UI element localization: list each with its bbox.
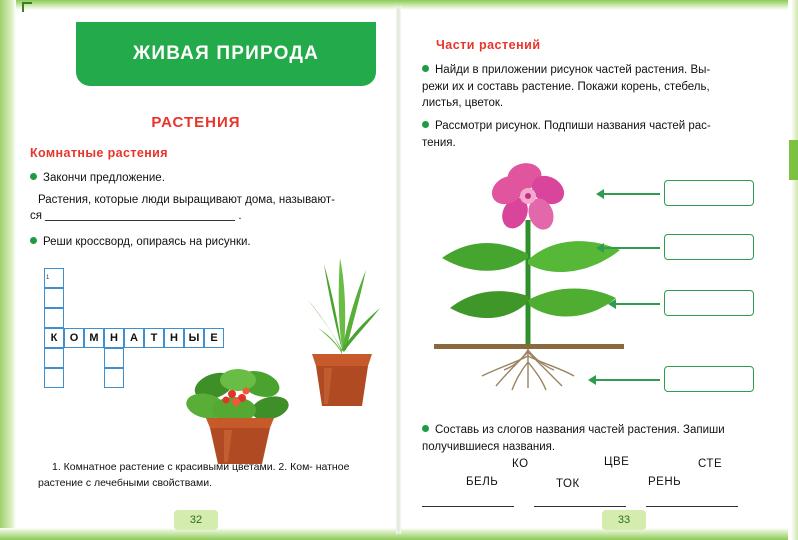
arrow-line-leaf [602, 247, 660, 249]
crossword-letter-cell[interactable]: Ы [184, 328, 204, 348]
aloe-plant-illustration [294, 250, 390, 410]
answer-blank[interactable] [45, 209, 235, 221]
task-finish-sentence [30, 170, 380, 225]
crossword-letter-cell[interactable]: О [64, 328, 84, 348]
syllable-cve: ЦВЕ [604, 456, 630, 468]
page-edge-right [788, 0, 798, 540]
subsection-title: Комнатные растения [30, 146, 168, 160]
task-line-2: режи их и составь растение. Покажи корень, стебель, [422, 80, 710, 93]
task-syllables [422, 422, 774, 455]
task-label-parts [422, 118, 772, 151]
crossword-letter-cell[interactable]: Н [104, 328, 124, 348]
page-edge-left [0, 0, 16, 540]
crossword-letter-cell[interactable]: М [84, 328, 104, 348]
arrow-head-root [588, 375, 596, 385]
caption-line-1: 1. Комнатное растение с красивыми цветами. 2. Ком- [52, 461, 313, 473]
task-crossword [30, 234, 380, 251]
crossword-letter-cell[interactable]: Т [144, 328, 164, 348]
crossword-cell[interactable] [44, 348, 64, 368]
arrow-head-leaf [596, 243, 604, 253]
task-line-1: Составь из слогов названия частей растения. Запиши [435, 424, 725, 436]
bullet-icon [30, 173, 37, 180]
arrow-line-flower [602, 193, 660, 195]
crossword-clue-number: 1 [46, 275, 50, 281]
crossword-cell[interactable] [44, 308, 64, 328]
task-find-cutouts [422, 62, 772, 112]
crossword-letter-cell[interactable]: Е [204, 328, 224, 348]
task-line-2: тения. [422, 136, 456, 149]
bullet-icon [30, 237, 37, 244]
task-1-line-2-suffix: . [238, 210, 242, 223]
arrow-head-stem [608, 299, 616, 309]
answer-line[interactable] [534, 506, 626, 507]
syllable-ste: СТЕ [698, 458, 723, 470]
crossword-cell[interactable] [44, 368, 64, 388]
book-spine [396, 6, 401, 534]
syllable-bel: БЕЛЬ [466, 476, 499, 488]
arrow-line-stem [614, 303, 660, 305]
chapter-banner-title: ЖИВАЯ ПРИРОДА [132, 43, 320, 64]
task-line-3: листья, цветок. [422, 97, 504, 110]
syllable-ren: РЕНЬ [648, 476, 682, 488]
crossword-letter-cell[interactable]: Н [164, 328, 184, 348]
task-1-line-2-prefix: ся [30, 210, 42, 223]
label-box-stem[interactable] [664, 290, 754, 316]
answer-line[interactable] [422, 506, 514, 507]
page-number-right: 33 [602, 510, 646, 530]
figure-caption [38, 460, 378, 492]
task-1-body [30, 192, 380, 225]
task-1-prompt: Закончи предложение. [43, 172, 165, 184]
label-box-root[interactable] [664, 366, 754, 392]
bullet-icon [422, 65, 429, 72]
flowering-plant-illustration [184, 358, 294, 468]
syllable-tok: ТОК [556, 478, 580, 490]
right-page [404, 10, 788, 530]
page-number-left: 32 [174, 510, 218, 530]
right-section-title: Части растений [436, 38, 541, 52]
crossword-cell[interactable] [104, 368, 124, 388]
crossword-letter-cell[interactable]: А [124, 328, 144, 348]
task-line-2: получившиеся названия. [422, 440, 556, 453]
task-line-1: Рассмотри рисунок. Подпиши названия частей рас- [435, 120, 711, 132]
caption-line-2: натное растение с лечебными свойствами. [38, 461, 350, 489]
crossword-cell[interactable] [104, 348, 124, 368]
crossword-letter-cell[interactable]: К [44, 328, 64, 348]
label-box-flower[interactable] [664, 180, 754, 206]
task-2-prompt: Реши кроссворд, опираясь на рисунки. [43, 236, 251, 248]
plant-parts-diagram [414, 150, 784, 410]
syllable-ko: КО [512, 458, 529, 470]
section-title: РАСТЕНИЯ [151, 114, 241, 131]
task-1-line-1: Растения, которые люди выращивают дома, называют- [38, 193, 335, 206]
task-line-1: Найди в приложении рисунок частей растения. Вы- [435, 64, 711, 76]
arrow-line-root [594, 379, 660, 381]
chapter-banner [76, 22, 376, 86]
answer-line[interactable] [646, 506, 738, 507]
label-box-leaf[interactable] [664, 234, 754, 260]
crossword-cell[interactable] [44, 288, 64, 308]
bullet-icon [422, 121, 429, 128]
arrow-head-flower [596, 189, 604, 199]
bullet-icon [422, 425, 429, 432]
crossword-cell[interactable] [44, 268, 64, 288]
left-page [16, 10, 396, 530]
section-tab [789, 140, 798, 180]
